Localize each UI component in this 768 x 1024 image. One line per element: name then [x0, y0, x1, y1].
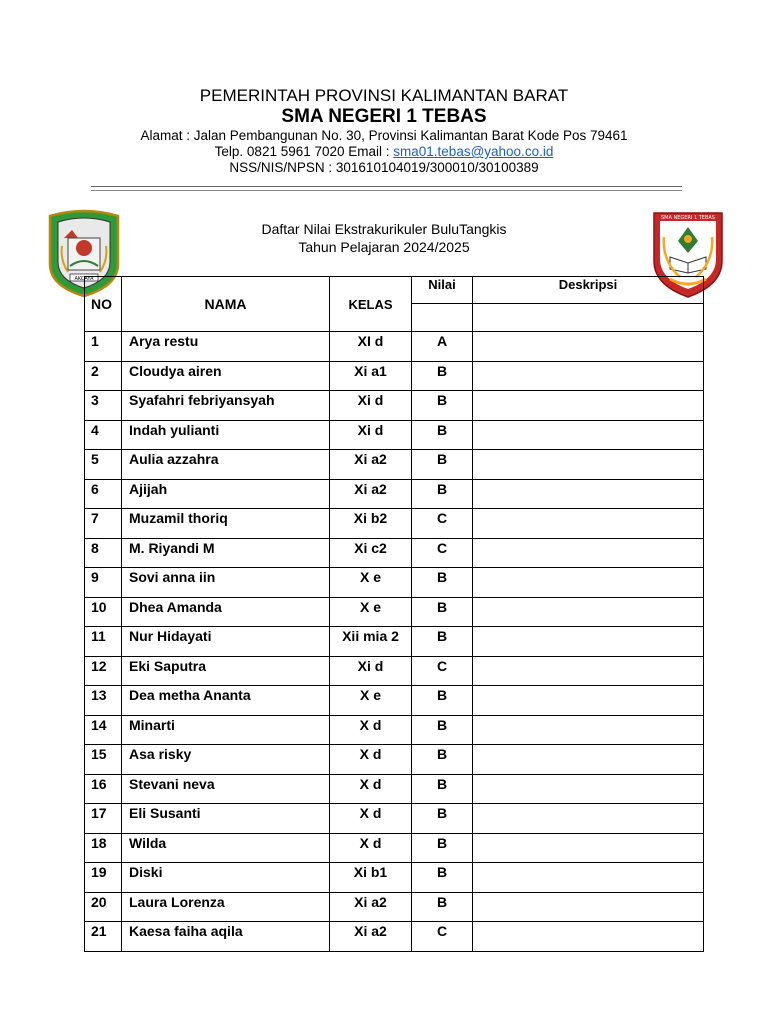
row-nama: Laura Lorenza	[122, 892, 330, 922]
table-row	[85, 509, 704, 539]
row-no: 2	[85, 361, 122, 391]
row-deskripsi	[473, 597, 704, 627]
school-nss: NSS/NIS/NPSN : 301610104019/300010/30100389	[229, 160, 539, 175]
row-deskripsi	[473, 804, 704, 834]
row-deskripsi	[473, 450, 704, 480]
letterhead	[0, 86, 768, 176]
row-no: 18	[85, 833, 122, 863]
row-nilai: B	[412, 715, 473, 745]
table-row	[85, 922, 704, 952]
phone-label: Telp. 0821 5961 7020 Email :	[214, 144, 394, 159]
province-emblem-caption: AKCAYA	[74, 276, 94, 282]
row-nilai: B	[412, 745, 473, 775]
table-row	[85, 745, 704, 775]
row-no: 11	[85, 627, 122, 657]
row-no: 1	[85, 332, 122, 362]
row-deskripsi	[473, 568, 704, 598]
row-nama: M. Riyandi M	[122, 538, 330, 568]
row-deskripsi	[473, 686, 704, 716]
row-deskripsi	[473, 774, 704, 804]
row-kelas: Xii mia 2	[330, 627, 412, 657]
row-deskripsi	[473, 863, 704, 893]
row-nama: Wilda	[122, 833, 330, 863]
table-row	[85, 568, 704, 598]
row-nilai: B	[412, 804, 473, 834]
row-no: 5	[85, 450, 122, 480]
row-nama: Kaesa faiha aqila	[122, 922, 330, 952]
row-kelas: X d	[330, 745, 412, 775]
row-nama: Aulia azzahra	[122, 450, 330, 480]
row-kelas: Xi a2	[330, 892, 412, 922]
row-no: 14	[85, 715, 122, 745]
row-no: 3	[85, 391, 122, 421]
table-row	[85, 597, 704, 627]
row-kelas: XI d	[330, 332, 412, 362]
row-nama: Nur Hidayati	[122, 627, 330, 657]
row-no: 21	[85, 922, 122, 952]
row-deskripsi	[473, 420, 704, 450]
row-nilai: C	[412, 509, 473, 539]
row-deskripsi	[473, 538, 704, 568]
row-deskripsi	[473, 656, 704, 686]
row-nama: Ajijah	[122, 479, 330, 509]
row-no: 15	[85, 745, 122, 775]
row-nilai: B	[412, 863, 473, 893]
row-no: 13	[85, 686, 122, 716]
row-nama: Minarti	[122, 715, 330, 745]
row-nilai: B	[412, 597, 473, 627]
row-no: 16	[85, 774, 122, 804]
row-kelas: Xi c2	[330, 538, 412, 568]
row-deskripsi	[473, 479, 704, 509]
row-nilai: B	[412, 892, 473, 922]
document-title: Daftar Nilai Ekstrakurikuler BuluTangkis	[261, 221, 507, 237]
table-row	[85, 715, 704, 745]
row-nama: Syafahri febriyansyah	[122, 391, 330, 421]
table-header-row	[85, 277, 704, 304]
row-kelas: Xi d	[330, 391, 412, 421]
row-kelas: X d	[330, 774, 412, 804]
row-deskripsi	[473, 509, 704, 539]
header-deskripsi: Deskripsi	[473, 277, 704, 304]
row-nama: Sovi anna iin	[122, 568, 330, 598]
table-row	[85, 774, 704, 804]
row-kelas: X d	[330, 804, 412, 834]
document-title-block	[0, 220, 768, 256]
row-nilai: C	[412, 922, 473, 952]
row-deskripsi	[473, 332, 704, 362]
row-nama: Indah yulianti	[122, 420, 330, 450]
row-no: 12	[85, 656, 122, 686]
table-row	[85, 627, 704, 657]
row-kelas: Xi d	[330, 420, 412, 450]
table-row	[85, 833, 704, 863]
row-nilai: B	[412, 361, 473, 391]
row-deskripsi	[473, 745, 704, 775]
row-nilai: A	[412, 332, 473, 362]
row-kelas: Xi d	[330, 656, 412, 686]
row-no: 20	[85, 892, 122, 922]
row-nilai: B	[412, 479, 473, 509]
row-no: 9	[85, 568, 122, 598]
row-nama: Arya restu	[122, 332, 330, 362]
row-nilai: B	[412, 568, 473, 598]
row-kelas: Xi b2	[330, 509, 412, 539]
row-no: 7	[85, 509, 122, 539]
row-deskripsi	[473, 627, 704, 657]
header-nilai-sub	[412, 304, 473, 332]
row-kelas: X e	[330, 597, 412, 627]
row-kelas: Xi a1	[330, 361, 412, 391]
row-no: 6	[85, 479, 122, 509]
table-row	[85, 804, 704, 834]
row-nama: Dea metha Ananta	[122, 686, 330, 716]
row-kelas: X e	[330, 686, 412, 716]
table-row	[85, 479, 704, 509]
row-kelas: X d	[330, 715, 412, 745]
letterhead-divider-thin	[91, 190, 682, 191]
government-name: PEMERINTAH PROVINSI KALIMANTAN BARAT	[199, 86, 569, 105]
row-kelas: X e	[330, 568, 412, 598]
row-no: 8	[85, 538, 122, 568]
table-row	[85, 686, 704, 716]
row-nilai: C	[412, 656, 473, 686]
header-no: NO	[85, 277, 122, 332]
row-kelas: Xi a2	[330, 479, 412, 509]
row-deskripsi	[473, 391, 704, 421]
letterhead-divider	[91, 186, 682, 187]
row-kelas: Xi b1	[330, 863, 412, 893]
row-kelas: Xi a2	[330, 450, 412, 480]
row-nilai: C	[412, 538, 473, 568]
table-row	[85, 892, 704, 922]
school-emblem-caption: SMA NEGERI 1 TEBAS	[661, 215, 715, 221]
row-nilai: B	[412, 391, 473, 421]
row-nilai: B	[412, 686, 473, 716]
table-row	[85, 332, 704, 362]
row-kelas: Xi a2	[330, 922, 412, 952]
header-kelas: KELAS	[330, 277, 412, 332]
table-row	[85, 656, 704, 686]
school-contact	[0, 144, 768, 160]
row-nilai: B	[412, 833, 473, 863]
row-deskripsi	[473, 361, 704, 391]
row-nama: Diski	[122, 863, 330, 893]
row-deskripsi	[473, 892, 704, 922]
row-nama: Eki Saputra	[122, 656, 330, 686]
row-nama: Muzamil thoriq	[122, 509, 330, 539]
row-nilai: B	[412, 450, 473, 480]
table-row	[85, 361, 704, 391]
row-nama: Asa risky	[122, 745, 330, 775]
table-row	[85, 420, 704, 450]
school-address: Alamat : Jalan Pembangunan No. 30, Provinsi Kalimantan Barat Kode Pos 79461	[140, 128, 628, 143]
row-nama: Stevani neva	[122, 774, 330, 804]
row-nama: Cloudya airen	[122, 361, 330, 391]
header-deskripsi-sub	[473, 304, 704, 332]
row-no: 19	[85, 863, 122, 893]
row-deskripsi	[473, 715, 704, 745]
row-no: 17	[85, 804, 122, 834]
table-row	[85, 391, 704, 421]
table-body	[85, 332, 704, 952]
row-no: 10	[85, 597, 122, 627]
grades-table	[84, 276, 704, 952]
table-row	[85, 863, 704, 893]
row-no: 4	[85, 420, 122, 450]
row-nilai: B	[412, 774, 473, 804]
row-nama: Dhea Amanda	[122, 597, 330, 627]
row-deskripsi	[473, 922, 704, 952]
academic-year: Tahun Pelajaran 2024/2025	[298, 239, 470, 255]
table-row	[85, 450, 704, 480]
row-deskripsi	[473, 833, 704, 863]
school-name: SMA NEGERI 1 TEBAS	[281, 106, 487, 127]
row-nilai: B	[412, 627, 473, 657]
row-nama: Eli Susanti	[122, 804, 330, 834]
row-nilai: B	[412, 420, 473, 450]
row-kelas: X d	[330, 833, 412, 863]
table-row	[85, 538, 704, 568]
header-nama: NAMA	[122, 277, 330, 332]
email-link[interactable]: sma01.tebas@yahoo.co.id	[393, 144, 554, 159]
header-nilai: Nilai	[412, 277, 473, 304]
